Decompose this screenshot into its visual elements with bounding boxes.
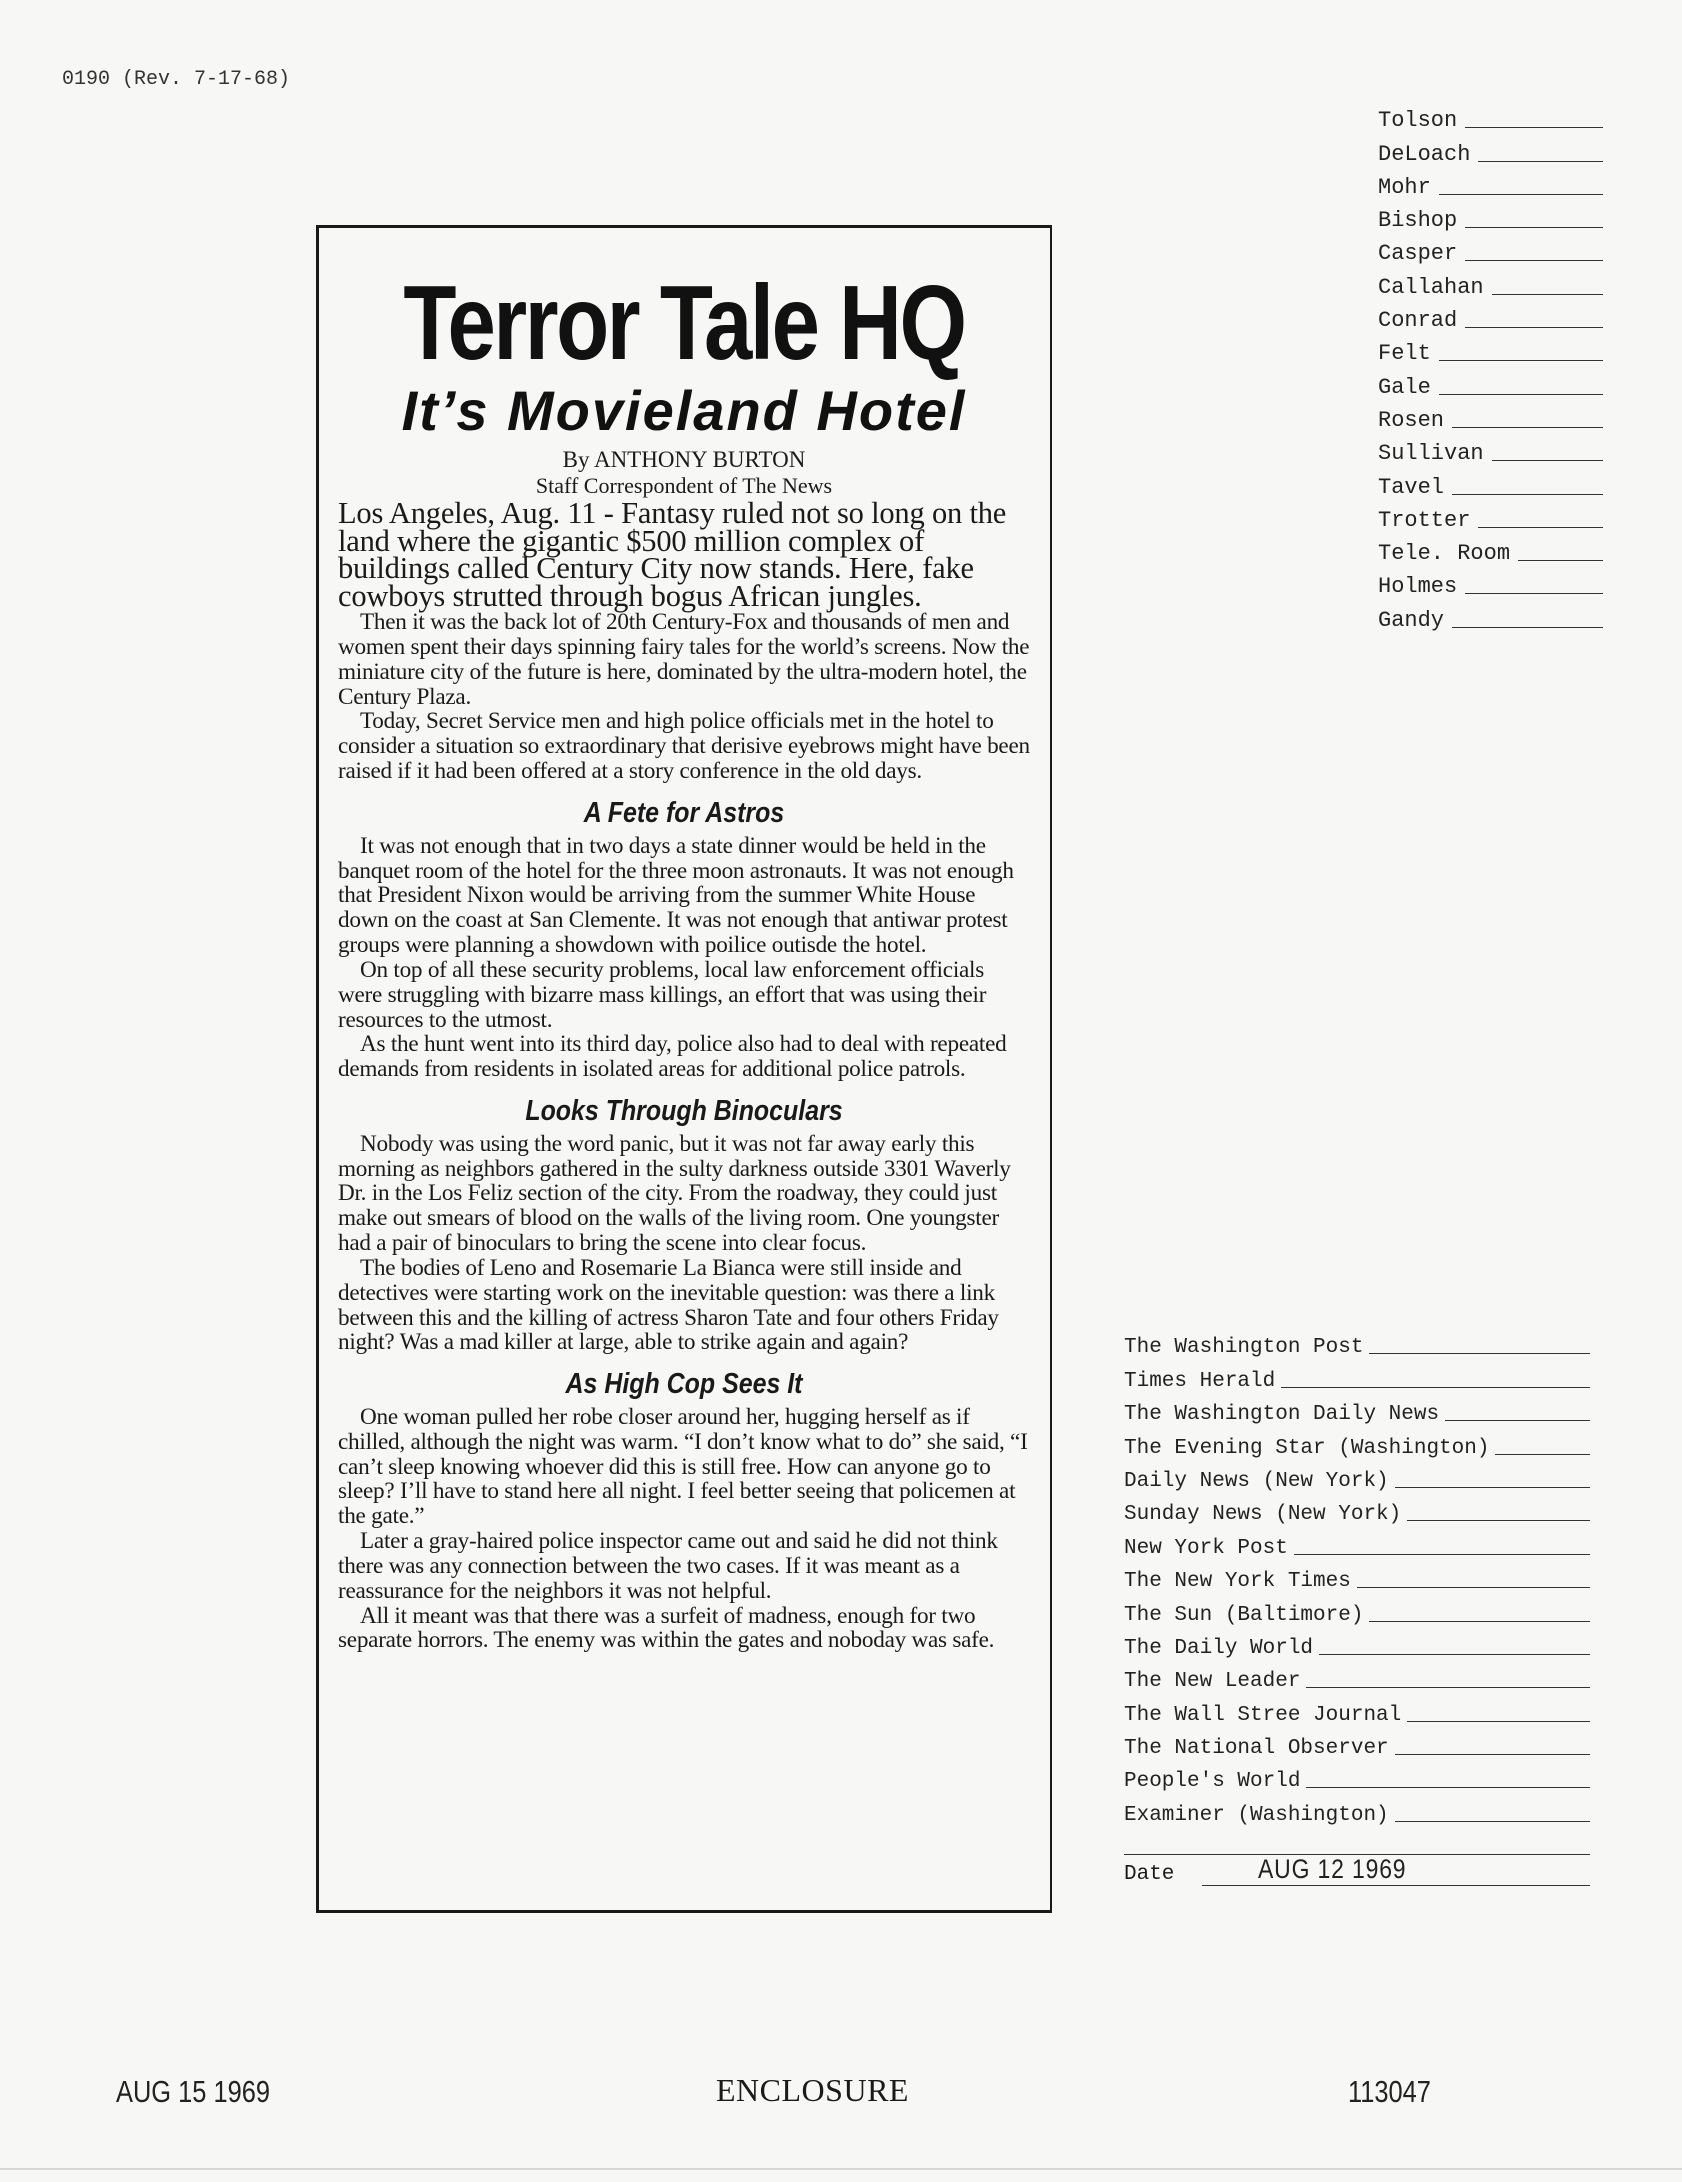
publication-item xyxy=(1124,1760,1590,1793)
lead-paragraph: Los Angeles, Aug. 11 - Fantasy ruled not so long on the land where the gigantic $500 million complex of buildings called Century City now stands. Here, fake cowboys strutted through bogus African jungles. xyxy=(338,496,1007,613)
date-stamp: AUG 12 1969 xyxy=(1258,1854,1407,1884)
publication-name: The Wall Stree Journal xyxy=(1124,1703,1402,1727)
publication-line xyxy=(1369,1353,1590,1354)
routing-line xyxy=(1478,161,1603,162)
routing-item xyxy=(1378,133,1603,166)
publication-name: The Sun (Baltimore) xyxy=(1124,1603,1364,1627)
routing-item xyxy=(1378,566,1603,599)
routing-line xyxy=(1452,427,1603,428)
routing-name: Felt xyxy=(1378,341,1431,367)
date-row xyxy=(1124,1854,1590,1886)
staff-line: Staff Correspondent of The News xyxy=(535,473,833,499)
newspaper-clipping xyxy=(316,225,1052,1913)
routing-item xyxy=(1378,200,1603,233)
publication-line xyxy=(1357,1587,1590,1588)
publication-line xyxy=(1281,1387,1590,1388)
routing-name: Trotter xyxy=(1378,507,1471,533)
publication-line xyxy=(1306,1787,1590,1788)
routing-name: Sullivan xyxy=(1378,441,1484,467)
routing-name: Tolson xyxy=(1378,108,1458,134)
routing-name: Conrad xyxy=(1378,308,1458,334)
routing-item xyxy=(1378,466,1603,499)
article-paragraph: The bodies of Leno and Rosemarie La Bianca were still inside and detectives were starting work on the inevitable question: was there a link between this and the killing of actress Sharon Tate and four others Friday night? Was a mad killer at large, able to strike again and again? xyxy=(338,1254,999,1356)
publication-name: The National Observer xyxy=(1124,1737,1389,1761)
byline: By ANTHONY BURTON xyxy=(562,446,806,472)
routing-line xyxy=(1439,194,1603,195)
form-number: 0190 (Rev. 7-17-68) xyxy=(62,68,291,91)
publication-name: The New York Times xyxy=(1124,1570,1351,1594)
article-paragraph: Then it was the back lot of 20th Century-Fox and thousands of men and women spent their days spinning fairy tales for the world’s screens. Now the miniature city of the future is here, dominated by the ultra-modern hotel, the Century Plaza. xyxy=(338,609,1030,710)
publication-line xyxy=(1395,1487,1590,1488)
article-paragraph: On top of all these security problems, local law enforcement officials were struggling with bizarre mass killings, an effort that was using their resources to the utmost. xyxy=(338,956,987,1033)
publication-name: People's World xyxy=(1124,1770,1301,1794)
section-heading: Looks Through Binoculars xyxy=(525,1094,843,1127)
routing-name: DeLoach xyxy=(1378,141,1471,167)
routing-line xyxy=(1492,460,1603,461)
routing-item xyxy=(1378,366,1603,399)
publication-item xyxy=(1124,1359,1590,1392)
routing-line xyxy=(1478,527,1603,528)
routing-item xyxy=(1378,433,1603,466)
publication-line xyxy=(1395,1821,1590,1822)
routing-item xyxy=(1378,167,1603,200)
publication-item xyxy=(1124,1727,1590,1760)
routing-item xyxy=(1378,333,1603,366)
publication-line xyxy=(1294,1554,1590,1555)
routing-item xyxy=(1378,599,1603,632)
article-body xyxy=(338,610,1030,1653)
publication-name: Times Herald xyxy=(1124,1369,1276,1393)
article-paragraph: One woman pulled her robe closer around her, hugging herself as if chilled, although the night was warm. “I don’t know what to do” she said, “I can’t sleep knowing whoever did this is still free. How can anyone go to sleep? I’ll have to stand here all night. I feel better seeing that policemen at the gate.” xyxy=(338,1404,1028,1530)
routing-line xyxy=(1518,560,1603,561)
routing-name: Tele. Room xyxy=(1378,541,1511,567)
publication-line xyxy=(1407,1520,1590,1521)
enclosure-label: ENCLOSURE xyxy=(716,2072,909,2108)
routing-item xyxy=(1378,233,1603,266)
article-paragraph: It was not enough that in two days a state dinner would be held in the banquet room of the hotel for the three moon astronauts. It was not enough that President Nixon would be arriving from the summer White House down on the coast at San Clemente. It was not enough that antiwar protest groups were planning a showdown with poilice outisde the hotel. xyxy=(338,832,1014,959)
publication-line xyxy=(1306,1687,1590,1688)
section-heading: A Fete for Astros xyxy=(583,796,785,829)
publication-name: The Evening Star (Washington) xyxy=(1124,1436,1490,1460)
publication-line xyxy=(1319,1654,1590,1655)
routing-list xyxy=(1378,100,1603,633)
publication-line xyxy=(1369,1621,1590,1622)
routing-item xyxy=(1378,266,1603,299)
date-label: Date xyxy=(1124,1863,1175,1886)
publication-name: Examiner (Washington) xyxy=(1124,1803,1389,1827)
publication-list xyxy=(1124,1326,1590,1860)
routing-item xyxy=(1378,500,1603,533)
publication-item xyxy=(1124,1793,1590,1826)
publication-line xyxy=(1495,1454,1590,1455)
routing-name: Tavel xyxy=(1378,474,1445,500)
routing-name: Gandy xyxy=(1378,607,1445,633)
page-edge xyxy=(0,2168,1682,2170)
routing-line xyxy=(1439,360,1603,361)
routing-line xyxy=(1452,494,1603,495)
publication-name: The Washington Post xyxy=(1124,1336,1364,1360)
routing-line xyxy=(1439,394,1603,395)
routing-name: Rosen xyxy=(1378,407,1445,433)
article-paragraph: Nobody was using the word panic, but it was not far away early this morning as neighbors gathered in the sulty darkness outside 3301 Waverly Dr. in the Los Feliz section of the city. From the roadway, they could just make out smears of blood on the walls of the living room. One youngster had a pair of binoculars to bring the scene into clear focus. xyxy=(338,1130,1011,1257)
routing-name: Gale xyxy=(1378,374,1431,400)
routing-line xyxy=(1465,260,1603,261)
routing-line xyxy=(1465,593,1603,594)
article-paragraph: Today, Secret Service men and high police officials met in the hotel to consider a situation so extraordinary that derisive eyebrows might have been raised if it had been offered at a story conference in the old days. xyxy=(338,708,1030,785)
routing-line xyxy=(1492,294,1603,295)
article-paragraph: All it meant was that there was a surfeit of madness, enough for two separate horrors. The enemy was within the gates and noboday was safe. xyxy=(338,1602,995,1654)
article-paragraph: Later a gray-haired police inspector came out and said he did not think there was any connection between the two cases. If it was meant as a reassurance for the neighbors it was not helpful. xyxy=(338,1528,998,1604)
publication-item xyxy=(1124,1393,1590,1426)
subheadline: It’s Movieland Hotel xyxy=(401,379,967,442)
headline: Terror Tale HQ xyxy=(403,264,965,382)
routing-line xyxy=(1465,127,1603,128)
publication-name: Sunday News (New York) xyxy=(1124,1503,1402,1527)
routing-name: Mohr xyxy=(1378,174,1431,200)
publication-item xyxy=(1124,1660,1590,1693)
publication-item xyxy=(1124,1593,1590,1626)
routing-item xyxy=(1378,100,1603,133)
publication-name: The New Leader xyxy=(1124,1670,1301,1694)
routing-item xyxy=(1378,400,1603,433)
file-number: 113047 xyxy=(1348,2074,1431,2109)
publication-name: The Daily World xyxy=(1124,1636,1314,1660)
publication-item xyxy=(1124,1493,1590,1526)
publication-item xyxy=(1124,1460,1590,1493)
publication-item xyxy=(1124,1426,1590,1459)
publication-item xyxy=(1124,1560,1590,1593)
article-paragraph: As the hunt went into its third day, police also had to deal with repeated demands from residents in isolated areas for additional police patrols. xyxy=(338,1031,1007,1083)
routing-name: Bishop xyxy=(1378,208,1458,234)
publication-name: The Washington Daily News xyxy=(1124,1403,1440,1427)
date-line xyxy=(1202,1854,1590,1886)
publication-item xyxy=(1124,1627,1590,1660)
section-heading: As High Cop Sees It xyxy=(565,1368,803,1401)
routing-name: Holmes xyxy=(1378,574,1458,600)
publication-item xyxy=(1124,1526,1590,1559)
routing-line xyxy=(1465,227,1603,228)
routing-name: Casper xyxy=(1378,241,1458,267)
publication-line xyxy=(1445,1420,1590,1421)
publication-item xyxy=(1124,1326,1590,1359)
publication-name: New York Post xyxy=(1124,1536,1288,1560)
publication-line xyxy=(1407,1721,1590,1722)
routing-item xyxy=(1378,300,1603,333)
routing-line xyxy=(1452,627,1603,628)
routing-line xyxy=(1465,327,1603,328)
publication-name: Daily News (New York) xyxy=(1124,1469,1389,1493)
received-date-stamp: AUG 15 1969 xyxy=(116,2074,271,2109)
publication-line xyxy=(1395,1754,1590,1755)
publication-item xyxy=(1124,1693,1590,1726)
routing-item xyxy=(1378,533,1603,566)
routing-name: Callahan xyxy=(1378,274,1484,300)
